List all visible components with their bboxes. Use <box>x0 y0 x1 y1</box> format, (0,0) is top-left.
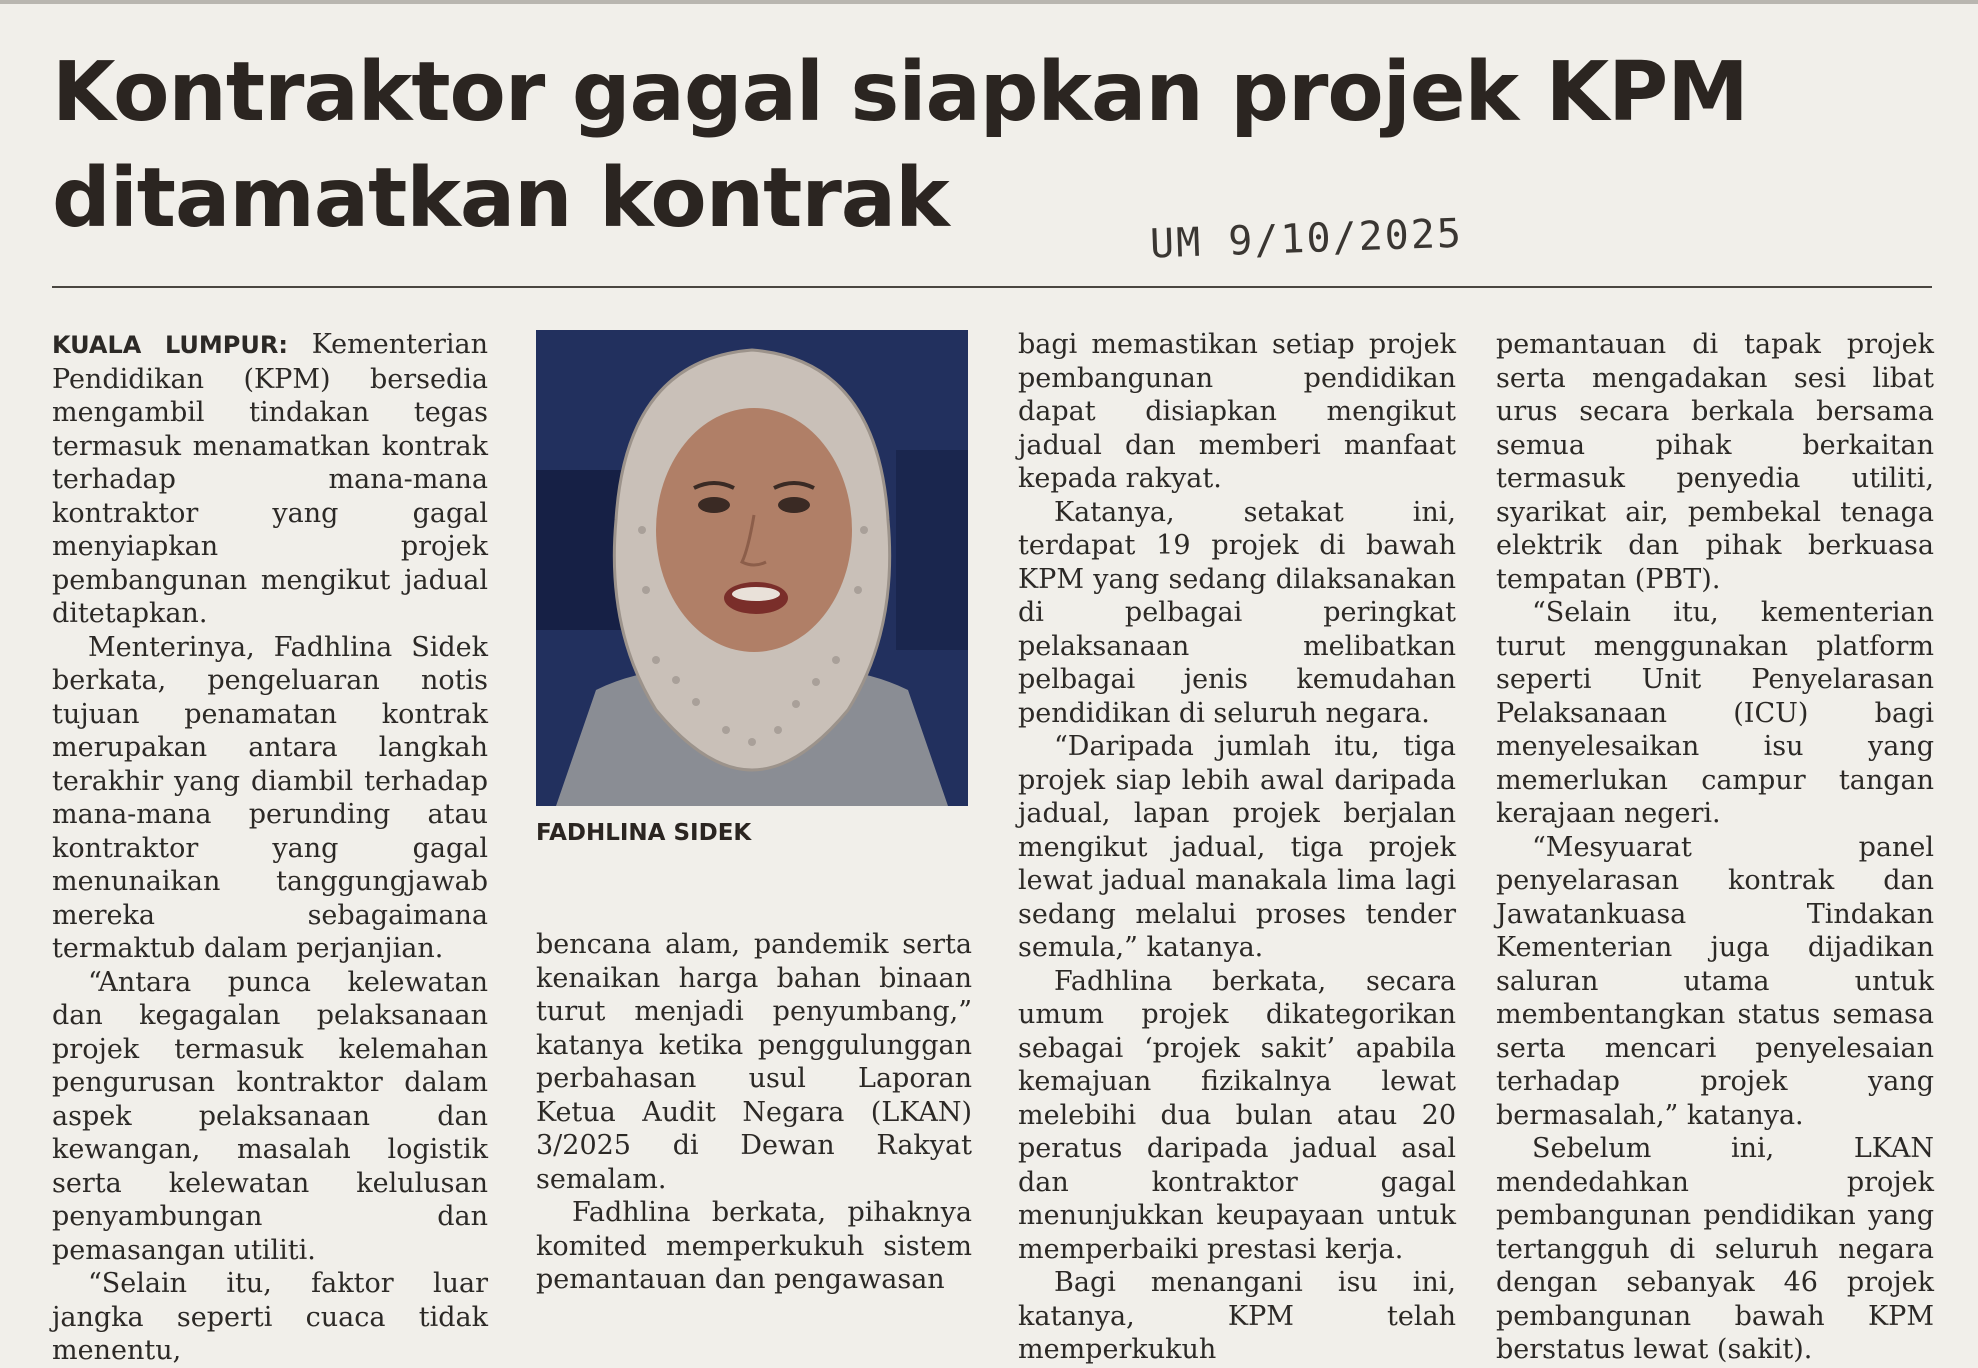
paragraph: Menterinya, Fadhlina Sidek berkata, pengeluaran notis tujuan penamatan kontrak merupakan antara langkah terakhir yang diambil terhadap mana-mana perunding atau kontraktor yang gagal menunaikan tanggungjawab mereka sebagaimana termaktub dalam perjanjian. <box>52 631 488 964</box>
photo-caption: FADHLINA SIDEK <box>536 820 752 846</box>
article-column-4 <box>1496 328 1934 1367</box>
dateline: KUALA LUMPUR: <box>52 331 288 359</box>
paragraph: Bagi menangani isu ini, katanya, KPM telah memperkukuh <box>1018 1267 1456 1365</box>
paragraph: “Mesyuarat panel penyelarasan kontrak dan Jawatankuasa Tindakan Kementerian juga dijadikan saluran utama untuk membentangkan status semasa serta mencari penyelesaian terhadap projek yang bermasalah,” katanya. <box>1496 831 1934 1131</box>
paragraph: bencana alam, pandemik serta kenaikan harga bahan binaan turut menjadi penyumbang,” katanya ketika penggulunggan perbahasan usul Laporan Ketua Audit Negara (LKAN) 3/2025 di Dewan Rakyat semalam. <box>536 929 972 1195</box>
paragraph-text: Kementerian Pendidikan (KPM) bersedia mengambil tindakan tegas termasuk menamatkan kontrak terhadap mana-mana kontraktor yang gagal menyiapkan projek pembangunan mengikut jadual ditetapkan. <box>52 329 488 629</box>
portrait-photo <box>536 330 968 806</box>
paragraph: pemantauan di tapak projek serta mengadakan sesi libat urus secara berkala bersama semua pihak berkaitan termasuk penyedia utiliti, syarikat air, pembekal tenaga elektrik dan pihak berkuasa tempatan (PBT). <box>1496 329 1934 595</box>
handwritten-date-note: UM 9/10/2025 <box>1149 210 1464 268</box>
paragraph: Sebelum ini, LKAN mendedahkan projek pembangunan pendidikan yang tertangguh di seluruh negara dengan sebanyak 46 projek pembangunan bawah KPM berstatus lewat (sakit). <box>1496 1133 1934 1365</box>
paragraph: “Antara punca kelewatan dan kegagalan pelaksanaan projek termasuk kelemahan pengurusan kontraktor dalam aspek pelaksanaan dan kewangan, masalah logistik serta kelewatan kelulusan penyambungan dan pemasangan utiliti. <box>52 966 488 1266</box>
article-column-1 <box>52 328 488 1368</box>
paragraph: “Selain itu, kementerian turut menggunakan platform seperti Unit Penyelarasan Pelaksanaan (ICU) bagi menyelesaikan isu yang memerlukan campur tangan kerajaan negeri. <box>1496 597 1934 829</box>
top-border <box>0 0 1978 4</box>
paragraph <box>52 328 488 631</box>
portrait-illustration <box>536 330 968 806</box>
article-column-3 <box>1018 328 1456 1367</box>
paragraph: Fadhlina berkata, secara umum projek dikategorikan sebagai ‘projek sakit’ apabila kemajuan fizikalnya lewat melebihi dua bulan atau 20 peratus daripada jadual asal dan kontraktor gagal menunjukkan keupayaan untuk memperbaiki prestasi kerja. <box>1018 965 1456 1265</box>
headline: Kontraktor gagal siapkan projek KPM ditamatkan kontrak <box>52 45 1748 246</box>
article-column-2 <box>536 928 972 1297</box>
headline-divider <box>52 286 1932 288</box>
paragraph: “Selain itu, faktor luar jangka seperti cuaca tidak menentu, <box>52 1268 488 1366</box>
paragraph: bagi memastikan setiap projek pembangunan pendidikan dapat disiapkan mengikut jadual dan memberi manfaat kepada rakyat. <box>1018 329 1456 494</box>
paragraph: Fadhlina berkata, pihaknya komited memperkukuh sistem pemantauan dan pengawasan <box>536 1197 972 1295</box>
paragraph: Katanya, setakat ini, terdapat 19 projek di bawah KPM yang sedang dilaksanakan di pelbagai peringkat pelaksanaan melibatkan pelbagai jenis kemudahan pendidikan di seluruh negara. <box>1018 496 1456 729</box>
paragraph: “Daripada jumlah itu, tiga projek siap lebih awal daripada jadual, lapan projek berjalan mengikut jadual, tiga projek lewat jadual manakala lima lagi sedang melalui proses tender semula,” katanya. <box>1018 731 1456 963</box>
